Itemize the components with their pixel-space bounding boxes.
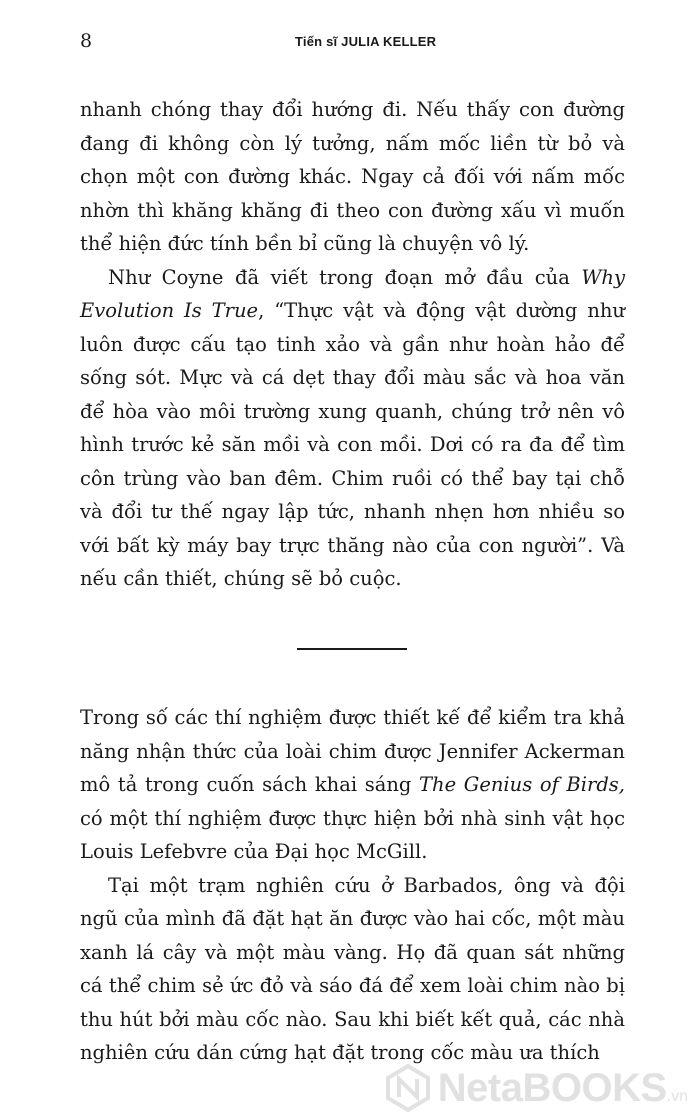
paragraph-text: , “Thực vật và động vật dường như luôn được cấu tạo tinh xảo và gần như hoàn hảo để sống sót. Mực và cá dẹt thay đổi màu sắc và hoa văn để hòa vào môi trường xung quanh, chúng trở nên vô hình trước kẻ săn mồi và con mồi. Dơi có ra đa để tìm côn trùng vào ban đêm. Chim ruồi có thể bay tại chỗ và đổi tư thế ngay lập tức, nhanh nhẹn hơn nhiều so với bất kỳ máy bay trực thăng nào của con người”. Và nếu cần thiết, chúng sẽ bỏ cuộc. bbox=[80, 299, 625, 590]
section-divider bbox=[297, 648, 407, 650]
paragraph: nhanh chóng thay đổi hướng đi. Nếu thấy con đường đang đi không còn lý tưởng, nấm mốc liền từ bỏ và chọn một con đường khác. Ngay cả đối với nấm mốc nhờn thì khăng khăng đi theo con đường xấu vì muốn thể hiện đức tính bền bỉ cũng là chuyện vô lý. bbox=[80, 98, 625, 255]
paragraph-text: Như Coyne đã viết trong đoạn mở đầu của bbox=[108, 265, 582, 289]
running-head: Tiến sĩ JULIA KELLER bbox=[295, 34, 437, 49]
paragraph bbox=[80, 701, 625, 869]
paragraph: Tại một trạm nghiên cứu ở Barbados, ông và đội ngũ của mình đã đặt hạt ăn được vào hai cốc, một màu xanh lá cây và một màu vàng. Họ đã quan sát những cá thể chim sẻ ức đỏ và sáo đá để xem loài chim nào bị thu hút bởi màu cốc nào. Sau khi biết kết quả, các nhà nghiên cứu dán cứng hạt đặt trong cốc màu ưa thích bbox=[80, 873, 625, 1064]
section-two bbox=[80, 701, 625, 1070]
page-header bbox=[80, 30, 635, 60]
section-one bbox=[80, 93, 625, 596]
paragraph-text: Trong số các thí nghiệm được thiết kế để kiểm tra khả năng nhận thức của loài chim được Jennifer Ackerman mô tả trong cuốn sách khai sáng bbox=[80, 706, 625, 796]
watermark-suffix: .vn bbox=[666, 1088, 688, 1105]
watermark-brand: NetaBOOKS bbox=[437, 1065, 667, 1110]
book-title: Why Evolution Is True bbox=[80, 265, 625, 322]
page-number: 8 bbox=[80, 30, 93, 52]
paragraph bbox=[80, 261, 625, 596]
paragraph-text: có một thí nghiệm được thực hiện bởi nhà sinh vật học Louis Lefebvre của Đại học McGill. bbox=[80, 806, 625, 863]
book-title: The Genius of Birds, bbox=[419, 773, 626, 796]
watermark bbox=[384, 1064, 688, 1112]
neta-logo-icon bbox=[384, 1064, 432, 1112]
